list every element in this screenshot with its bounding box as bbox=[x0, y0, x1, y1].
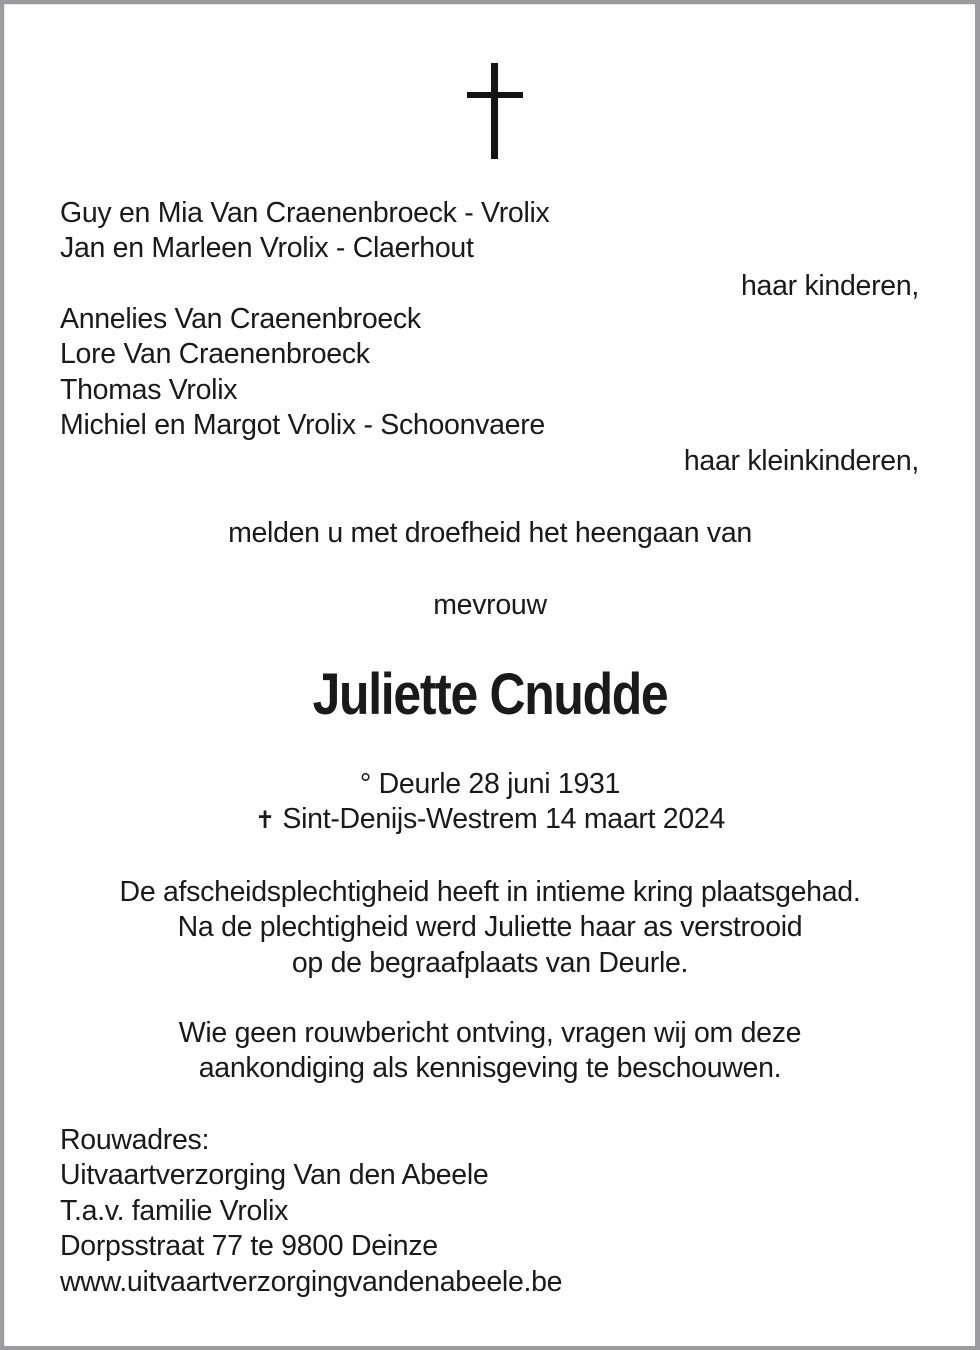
address-label: Rouwadres: bbox=[60, 1124, 210, 1156]
address-line: Dorpsstraat 77 te 9800 Deinze bbox=[60, 1230, 438, 1262]
grandchild-name: Lore Van Craenenbroeck bbox=[60, 338, 370, 370]
birth-line bbox=[5, 767, 975, 802]
grandchild-name: Annelies Van Craenenbroeck bbox=[60, 303, 421, 335]
deceased-name: Juliette Cnudde bbox=[312, 662, 668, 727]
address-line: Uitvaartverzorging Van den Abeele bbox=[60, 1159, 489, 1191]
title-text: mevrouw bbox=[433, 589, 547, 621]
grandchild-name: Michiel en Margot Vrolix - Schoonvaere bbox=[60, 409, 545, 441]
birth-symbol: ° bbox=[359, 768, 371, 800]
cross-icon bbox=[467, 63, 523, 159]
grandchild-name: Thomas Vrolix bbox=[60, 374, 238, 406]
child-name: Guy en Mia Van Craenenbroeck - Vrolix bbox=[60, 197, 550, 229]
notice-line: aankondiging als kennisgeving te beschouwen. bbox=[198, 1052, 782, 1084]
child-name: Jan en Marleen Vrolix - Claerhout bbox=[60, 232, 474, 264]
death-line bbox=[5, 802, 975, 838]
birth-details: Deurle 28 juni 1931 bbox=[378, 768, 621, 800]
death-cross-icon: ✝ bbox=[254, 807, 275, 834]
children-relation: haar kinderen, bbox=[740, 270, 919, 302]
death-details: Sint-Denijs-Westrem 14 maart 2024 bbox=[282, 803, 726, 835]
grandchildren-relation: haar kleinkinderen, bbox=[683, 445, 919, 477]
address-line: T.a.v. familie Vrolix bbox=[60, 1195, 289, 1227]
obituary-card bbox=[4, 4, 975, 1346]
ceremony-line: op de begraafplaats van Deurle. bbox=[291, 947, 689, 979]
notice-line: Wie geen rouwbericht ontving, vragen wij om deze bbox=[178, 1017, 802, 1049]
announcement-text: melden u met droefheid het heengaan van bbox=[228, 517, 752, 549]
website-link[interactable]: www.uitvaartverzorgingvandenabeele.be bbox=[60, 1266, 563, 1298]
ceremony-line: De afscheidsplechtigheid heeft in intieme kring plaatsgehad. bbox=[119, 876, 861, 908]
ceremony-line: Na de plechtigheid werd Juliette haar as verstrooid bbox=[177, 911, 803, 943]
